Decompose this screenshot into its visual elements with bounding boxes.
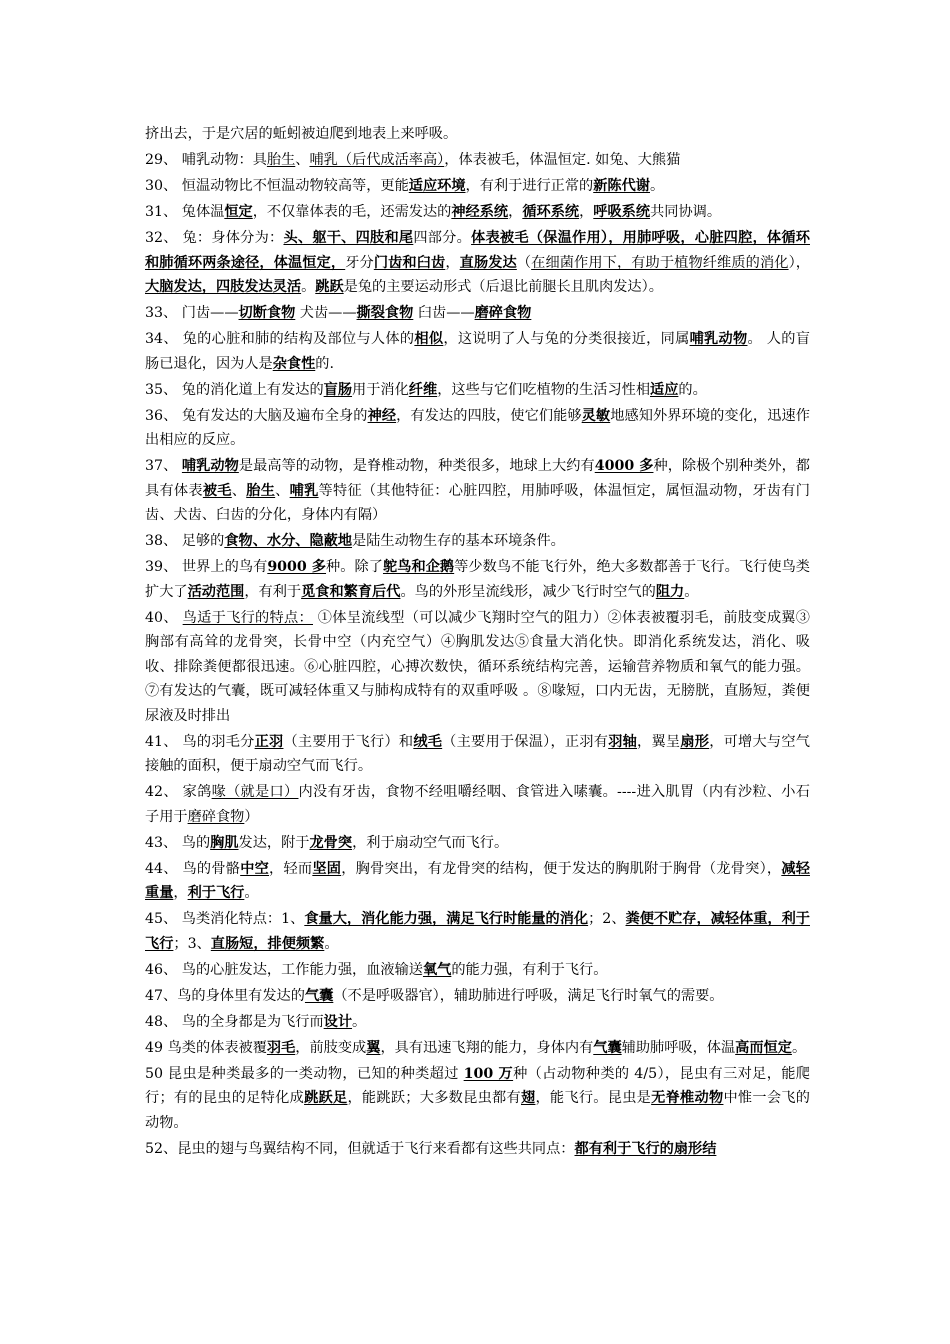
body-text: 44、 鸟的骨骼 <box>145 860 241 877</box>
emphasized-text: 体表被毛（保温作用），用肺呼吸，心脏四腔，体循环和肺循环两条途径，体温恒定， <box>145 230 810 271</box>
body-text: 等少数鸟不能飞行外，绝大多数都善于飞行。飞行使鸟类扩大了 <box>145 559 810 600</box>
body-text: 用于消化 <box>352 381 409 398</box>
emphasized-text: 相似 <box>414 331 444 347</box>
body-text: （主要用于飞行）和 <box>283 733 414 750</box>
body-text: 等特征（其他特征：心脏四腔，用肺呼吸，体温恒定，属恒温动物，牙齿有门齿、犬齿、臼齿的分化，身体内有隔） <box>145 482 810 523</box>
body-text: 48、 鸟的全身都是为飞行而 <box>145 1013 324 1030</box>
emphasized-text: 头、躯干、四肢和尾 <box>283 230 414 246</box>
body-text: 41、 鸟的羽毛分 <box>145 733 255 750</box>
body-text: 46、 鸟的心脏发达，工作能力强，血液输送 <box>145 961 423 978</box>
body-text: 39、 世界上的鸟有 <box>145 559 268 575</box>
emphasized-text: 哺乳动物 <box>181 458 239 474</box>
emphasized-text: 恒定 <box>224 204 253 220</box>
body-text: 45、 鸟类消化特点：1、 <box>145 911 305 927</box>
emphasized-text: 龙骨突 <box>309 834 353 851</box>
emphasized-text: 中空 <box>240 860 270 877</box>
emphasized-text: 盲肠 <box>323 381 353 398</box>
body-text: 。 <box>791 1039 807 1056</box>
body-text: 内没有牙齿，食物不经咀嚼经咽、食管进入嗉囊。----进入肌胃（内有沙粒、小石子用于 <box>145 784 810 825</box>
body-text: 36、 兔有发达的大脑及遍布全身的 <box>145 407 368 424</box>
emphasized-text: 减轻重量 <box>145 860 810 901</box>
emphasized-text: 门齿和臼齿 <box>373 254 446 271</box>
body-text: ，具有迅速飞翔的能力，身体内有 <box>380 1039 594 1056</box>
body-text: ，不仅靠体表的毛，还需发达的 <box>252 204 452 220</box>
body-text: 臼齿—— <box>413 305 475 321</box>
body-text: 种，除极个别种类外，都具有体表 <box>145 458 810 499</box>
body-text: 、 <box>275 482 290 499</box>
body-text: 52、昆虫的翅与鸟翼结构不同，但就适于飞行来看都有这些共同点： <box>145 1140 575 1157</box>
emphasized-text: 撕裂食物 <box>356 305 414 321</box>
body-text: ， <box>445 254 460 271</box>
emphasized-text: 利于飞行 <box>187 885 245 901</box>
body-text: 是陆生动物生存的基本环境条件。 <box>352 533 565 549</box>
emphasized-text: 觅食和繁育后代 <box>301 583 401 600</box>
paragraph <box>145 730 810 779</box>
emphasized-text: 正羽 <box>254 733 284 750</box>
body-text: 、 <box>231 482 247 499</box>
emphasized-text: 无脊椎动物 <box>651 1090 724 1106</box>
body-text: 。 <box>244 885 259 901</box>
body-text: ，能跳跃；大多数昆虫都有 <box>347 1090 521 1106</box>
emphasized-text: 适应 <box>650 381 679 398</box>
emphasized-text: 胎生 <box>246 482 276 499</box>
underlined-text: 在细菌作用下，有助于植物纤维质的消化 <box>531 254 789 271</box>
emphasized-text: 循环系统 <box>522 204 580 220</box>
body-text: 中惟一会飞的动物。 <box>145 1090 810 1131</box>
paragraph <box>145 378 810 403</box>
emphasized-text: 呼吸系统 <box>593 204 651 220</box>
body-text: ，胸骨突出，有龙骨突的结构，便于发达的胸肌附于胸骨（龙骨突）， <box>341 860 782 877</box>
underlined-text: 鸟适于飞行的特点： <box>182 609 313 626</box>
emphasized-text: 绒毛 <box>413 733 443 750</box>
body-text: 的能力强，有利于飞行。 <box>451 961 608 978</box>
body-text: ，可增大与空气接触的面积，便于扇动空气而飞行。 <box>145 733 810 774</box>
body-text: ，有利于 <box>244 583 302 600</box>
emphasized-text: 羽毛 <box>266 1039 296 1056</box>
body-text: 30、 恒温动物比不恒温动物较高等，更能 <box>145 178 409 194</box>
body-text: ， <box>579 204 594 220</box>
body-text: 。 <box>324 935 339 952</box>
body-text: ，轻而 <box>269 860 313 877</box>
emphasized-text: 直肠发达 <box>459 254 517 271</box>
body-text: ；2、 <box>588 911 626 927</box>
emphasized-text: 设计 <box>323 1013 353 1030</box>
emphasized-text: 鸵鸟和企鹅 <box>382 559 455 575</box>
emphasized-text: 适应环境 <box>408 178 466 194</box>
body-text: ， <box>173 885 188 901</box>
body-text: 40、 <box>145 609 183 626</box>
paragraph <box>145 1062 810 1136</box>
body-text: 发达，附于 <box>238 834 310 851</box>
paragraph <box>145 122 810 147</box>
body-text: ，这说明了人与兔的分类很接近，同属 <box>443 331 690 347</box>
emphasized-text: 跳跃 <box>315 279 344 295</box>
body-text: 37、 <box>145 458 182 474</box>
emphasized-text: 气囊 <box>593 1039 622 1056</box>
paragraph <box>145 831 810 856</box>
paragraph <box>145 454 810 528</box>
emphasized-text: 羽轴 <box>608 733 638 750</box>
paragraph <box>145 958 810 983</box>
emphasized-text: 跳跃足 <box>304 1090 348 1106</box>
emphasized-text: 食量大，消化能力强，满足飞行时能量的消化 <box>304 911 589 927</box>
body-text: 43、 鸟的 <box>145 834 211 851</box>
emphasized-text: 哺乳动物 <box>689 331 748 347</box>
body-text: 32、 兔：身体分为： <box>145 230 284 246</box>
underlined-text: 胎生 <box>266 152 296 168</box>
body-text: 33、 门齿—— <box>145 305 239 321</box>
paragraph <box>145 984 810 1009</box>
emphasized-text: 翼 <box>366 1039 381 1056</box>
emphasized-text: 新陈代谢 <box>593 178 650 194</box>
emphasized-text: 活动范围 <box>187 583 245 600</box>
document-page <box>145 122 810 1163</box>
paragraph <box>145 606 810 729</box>
body-text: 34、 兔的心脏和肺的结构及部位与人体的 <box>145 331 415 347</box>
emphasized-text: 胸肌 <box>210 834 239 851</box>
paragraph <box>145 780 810 829</box>
body-text: 牙分 <box>345 254 374 271</box>
paragraph <box>145 907 810 956</box>
emphasized-text: 阻力 <box>655 583 685 600</box>
body-text: 挤出去，于是穴居的蚯蚓被迫爬到地表上来呼吸。 <box>145 126 458 142</box>
emphasized-text: 灵敏 <box>581 407 611 424</box>
body-text: 42、 家鸽 <box>145 784 212 800</box>
body-text: 。 <box>301 279 316 295</box>
body-text: ） <box>244 808 259 825</box>
paragraph <box>145 555 810 604</box>
body-text: ，有利于进行正常的 <box>465 178 594 194</box>
emphasized-text: 9000 多 <box>267 559 327 575</box>
emphasized-text: 纤维 <box>408 381 438 398</box>
body-text: ，翼呈 <box>637 733 681 750</box>
body-text: 31、 兔体温 <box>145 204 225 220</box>
body-text: 。 <box>352 1013 367 1030</box>
emphasized-text: 粪便不贮存，减轻体重，利于飞行 <box>145 911 810 952</box>
paragraph <box>145 404 810 453</box>
body-text: 49 鸟类的体表被覆 <box>145 1039 267 1056</box>
paragraph <box>145 529 810 554</box>
body-text: 35、 兔的消化道上有发达的 <box>145 381 324 398</box>
body-text: 。 <box>684 583 699 600</box>
emphasized-text: 大脑发达，四肢发达灵活 <box>145 279 302 295</box>
body-text: 50 昆虫是种类最多的一类动物，已知的种类超过 <box>145 1065 464 1082</box>
underlined-text: 哺乳（后代成活率高） <box>309 152 445 168</box>
body-text: 地感知外界环境的变化，迅速作出相应的反应。 <box>145 407 810 448</box>
paragraph <box>145 1137 810 1162</box>
body-text: 29、 哺乳动物：具 <box>145 152 267 168</box>
body-text: （不是呼吸器官），辅助肺进行呼吸，满足飞行时氧气的需要。 <box>333 987 724 1004</box>
body-text: ，这些与它们吃植物的生活习性相 <box>437 381 651 398</box>
emphasized-text: 4000 多 <box>594 458 654 474</box>
emphasized-text: 杂食性 <box>272 355 316 372</box>
emphasized-text: 直肠短，排便频繁 <box>210 935 325 952</box>
body-text: 的。 <box>678 381 707 398</box>
emphasized-text: 哺乳 <box>289 482 319 499</box>
paragraph <box>145 327 810 376</box>
emphasized-text: 神经系统 <box>451 204 509 220</box>
body-text: 犬齿—— <box>295 305 357 321</box>
body-text: ；3、 <box>173 935 211 952</box>
body-text: 是兔的主要运动形式（后退比前腿长且肌肉发达）。 <box>343 279 663 295</box>
emphasized-text: 都有利于飞行的扇形结 <box>574 1140 717 1157</box>
paragraph <box>145 200 810 225</box>
emphasized-text: 扇形 <box>680 733 710 750</box>
paragraph <box>145 1010 810 1035</box>
body-text: 是最高等的动物，是脊椎动物，种类很多，地球上大约有 <box>238 458 595 474</box>
body-text: ①体呈流线型（可以减少飞翔时空气的阻力）②体表被覆羽毛，前肢变成翼③胸部有高耸的龙骨突，长骨中空（内充空气）④胸肌发达⑤食量大消化快。即消化系统发达，消化、吸收、排除粪便都很迅速。⑥心脏四腔，心搏次数快，循环系统结构完善，运输营养物质和氧气的能力强。⑦有发达的气囊，既可减轻体重又与肺构成特有的双重呼吸 。⑧喙短，口内无齿，无膀胱，直肠短，粪便尿液及时排出 <box>145 609 810 724</box>
body-text: 共同协调。 <box>650 204 722 220</box>
body-text: 。 <box>650 178 665 194</box>
body-text: （ <box>516 254 532 271</box>
body-text: 的. <box>315 355 334 372</box>
body-text: ，利于扇动空气而飞行。 <box>352 834 509 851</box>
emphasized-text: 100 万 <box>463 1065 514 1082</box>
body-text: ，能飞行。昆虫是 <box>535 1090 652 1106</box>
emphasized-text: 切断食物 <box>238 305 296 321</box>
paragraph <box>145 1036 810 1061</box>
body-text: 。 人的盲肠已退化，因为人是 <box>145 331 810 372</box>
body-text: 38、 足够的 <box>145 533 225 549</box>
emphasized-text: 氧气 <box>422 961 452 978</box>
emphasized-text: 神经 <box>367 407 397 424</box>
body-text: 辅助肺呼吸，体温 <box>621 1039 736 1056</box>
paragraph <box>145 857 810 906</box>
paragraph <box>145 174 810 199</box>
emphasized-text: 被毛 <box>202 482 232 499</box>
body-text: ，有发达的四肢，使它们能够 <box>396 407 582 424</box>
emphasized-text: 磨碎食物 <box>474 305 532 321</box>
underlined-text: 磨碎食物 <box>187 808 245 825</box>
body-text: 种。除了 <box>326 559 383 575</box>
paragraph <box>145 148 810 173</box>
paragraph <box>145 226 810 300</box>
underlined-text: 喙（就是口） <box>211 784 299 800</box>
body-text: ，体表被毛，体温恒定. 如兔、大熊猫 <box>444 152 681 168</box>
body-text: 47、鸟的身体里有发达的 <box>145 987 305 1004</box>
body-text: ， <box>508 204 523 220</box>
body-text: 种（占动物种类的 4/5），昆虫有三对足，能爬行；有的昆虫的足特化成 <box>145 1065 810 1106</box>
body-text: ）， <box>788 254 810 271</box>
emphasized-text: 食物、水分、隐蔽地 <box>224 533 353 549</box>
paragraph <box>145 301 810 326</box>
emphasized-text: 高而恒定 <box>735 1039 792 1056</box>
body-text: ，前肢变成 <box>295 1039 367 1056</box>
emphasized-text: 翅 <box>520 1090 536 1106</box>
body-text: 、 <box>295 152 310 168</box>
emphasized-text: 坚固 <box>312 860 342 877</box>
emphasized-text: 气囊 <box>304 987 334 1004</box>
body-text: 四部分。 <box>413 230 472 246</box>
body-text: （主要用于保温），正羽有 <box>442 733 609 750</box>
body-text: 。鸟的外形呈流线形，减少飞行时空气的 <box>400 583 656 600</box>
